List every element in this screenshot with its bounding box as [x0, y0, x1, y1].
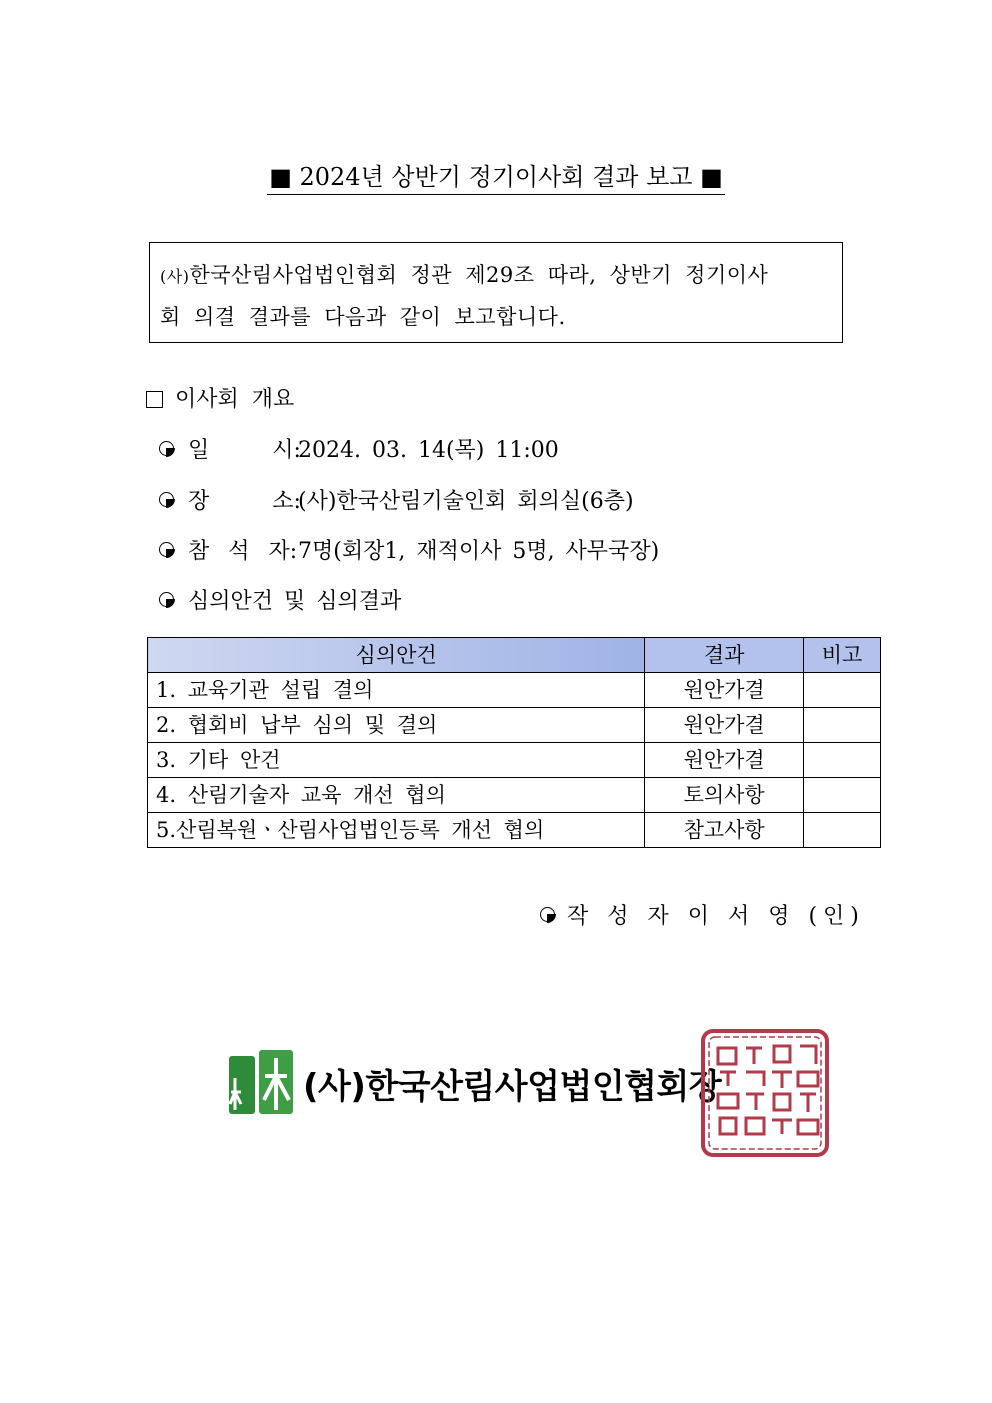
table-row — [148, 813, 881, 848]
agenda-item: 1. 교육기관 설립 결의 — [148, 673, 645, 708]
intro-line-1-text: 한국산림사업법인협회 정관 제29조 따라, 상반기 정기이사 — [189, 263, 769, 287]
attendees-row — [159, 535, 659, 569]
agenda-note — [804, 778, 881, 813]
agenda-note — [804, 813, 881, 848]
checkbox-icon — [146, 391, 163, 408]
header-result: 결과 — [645, 638, 804, 673]
header-agenda: 심의안건 — [148, 638, 645, 673]
agenda-item: 5.산림복원ㆍ산림사업법인등록 개선 협의 — [148, 813, 645, 848]
agenda-result: 원안가결 — [645, 673, 804, 708]
date-label: 일 시: — [188, 438, 301, 463]
place-label: 장 소: — [188, 489, 301, 514]
table-row — [148, 673, 881, 708]
agenda-result: 원안가결 — [645, 708, 804, 743]
agenda-note — [804, 673, 881, 708]
section-heading-label: 이사회 개요 — [175, 387, 295, 412]
agenda-heading: 심의안건 및 심의결과 — [188, 589, 402, 614]
attendees-label: 참 석 자: — [188, 539, 298, 564]
table-header-row — [148, 638, 881, 673]
date-row — [159, 434, 559, 468]
agenda-note — [804, 708, 881, 743]
intro-line-2: 회 의결 결과를 다음과 같이 보고합니다. — [160, 305, 566, 329]
agenda-item: 3. 기타 안건 — [148, 743, 645, 778]
table-row — [148, 743, 881, 778]
organization-logo — [229, 1048, 293, 1116]
organization-name: (사)한국산림사업법인협회장 — [303, 1067, 722, 1107]
attendees-value: 7명(회장1, 재적이사 5명, 사무국장) — [298, 539, 660, 564]
agenda-item: 2. 협회비 납부 심의 및 결의 — [148, 708, 645, 743]
header-note: 비고 — [804, 638, 881, 673]
agenda-table — [147, 637, 881, 848]
document-title: ■ 2024년 상반기 정기이사회 결과 보고 ■ — [267, 160, 725, 195]
table-row — [148, 778, 881, 813]
agenda-heading-row — [159, 585, 401, 619]
bullet-icon — [159, 592, 174, 607]
section-heading — [146, 383, 294, 417]
date-value: 2024. 03. 14(목) 11:00 — [298, 438, 559, 463]
intro-org-prefix: (사) — [160, 267, 190, 286]
bullet-icon — [159, 542, 174, 557]
intro-box — [149, 242, 843, 343]
agenda-result: 참고사항 — [645, 813, 804, 848]
bullet-icon — [159, 441, 174, 456]
agenda-result: 토의사항 — [645, 778, 804, 813]
document-title-wrap — [0, 160, 992, 195]
place-value: (사)한국산림기술인회 회의실(6층) — [298, 489, 634, 514]
agenda-note — [804, 743, 881, 778]
author-text: 작 성 자 이 서 영 (인) — [567, 904, 865, 929]
place-row — [159, 485, 634, 519]
agenda-result: 원안가결 — [645, 743, 804, 778]
official-seal — [700, 1028, 830, 1158]
bullet-icon — [159, 492, 174, 507]
intro-line-1 — [160, 255, 832, 297]
bullet-icon — [540, 907, 555, 922]
author-line — [540, 900, 865, 934]
agenda-item: 4. 산림기술자 교육 개선 협의 — [148, 778, 645, 813]
table-row — [148, 708, 881, 743]
